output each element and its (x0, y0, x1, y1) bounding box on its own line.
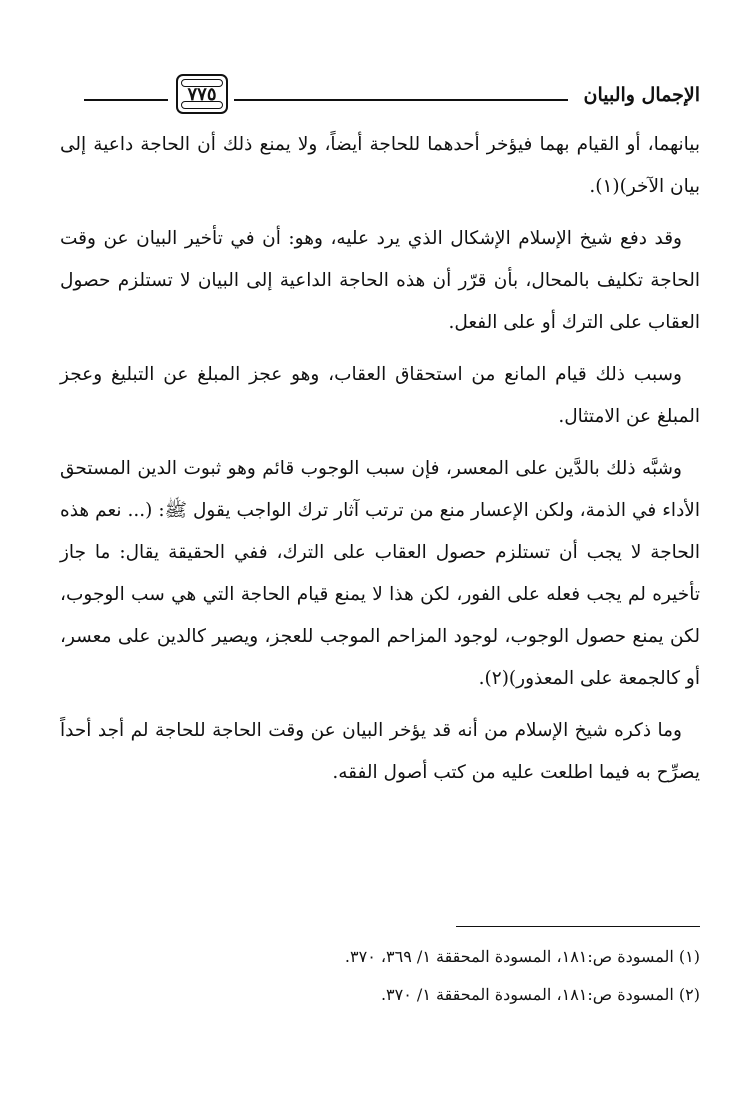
page-header (84, 74, 700, 124)
footnote-1: (١) المسودة ص:١٨١، المسودة المحققة ١/ ٣٦٩، ٣٧٠. (344, 947, 700, 966)
header-rule-left (84, 99, 168, 101)
page-number-badge (176, 74, 228, 114)
footnotes (60, 938, 700, 1014)
chapter-title: الإجمال والبيان (583, 84, 700, 106)
paragraph: بيانهما، أو القيام بهما فيؤخر أحدهما للحاجة أيضاً، ولا يمنع ذلك أن الحاجة داعية إلى بيان الآخر)(١). (60, 134, 700, 197)
paragraph: وما ذكره شيخ الإسلام من أنه قد يؤخر البيان عن وقت الحاجة للحاجة لم أجد أحداً يصرِّح به فيما اطلعت عليه من كتب أصول الفقه. (60, 720, 700, 783)
header-rule-right (234, 99, 568, 101)
main-text (60, 124, 700, 804)
footnote-divider (456, 926, 700, 927)
paragraph: وسبب ذلك قيام المانع من استحقاق العقاب، وهو عجز المبلغ عن التبليغ وعجز المبلغ عن الامتثال. (60, 364, 700, 427)
paragraph: وقد دفع شيخ الإسلام الإشكال الذي يرد عليه، وهو: أن في تأخير البيان عن وقت الحاجة تكليف بالمحال، بأن قرّر أن هذه الحاجة الداعية إلى البيان لا تستلزم حصول العقاب على الترك أو على الفعل. (60, 228, 700, 333)
paragraph: وشبَّه ذلك بالدَّين على المعسر، فإن سبب الوجوب قائم وهو ثبوت الدين المستحق الأداء في الذمة، ولكن الإعسار منع من ترتب آثار ترك الواجب يقول ﷺ: (... نعم هذه الحاجة لا يجب أن تستلزم حصول العقاب على الترك، ففي الحقيقة يقال: ما جاز تأخيره لم يجب فعله على الفور، لكن هذا لا يمنع قيام الحاجة التي هي سب الوجوب، لكن يمنع حصول الوجوب، لوجود المزاحم الموجب للعجز، ويصير كالدين على معسر، أو كالجمعة على المعذور)(٢). (60, 458, 700, 689)
page-number: ٧٧٥ (187, 83, 217, 105)
footnote-2: (٢) المسودة ص:١٨١، المسودة المحققة ١/ ٣٧٠. (380, 985, 700, 1004)
